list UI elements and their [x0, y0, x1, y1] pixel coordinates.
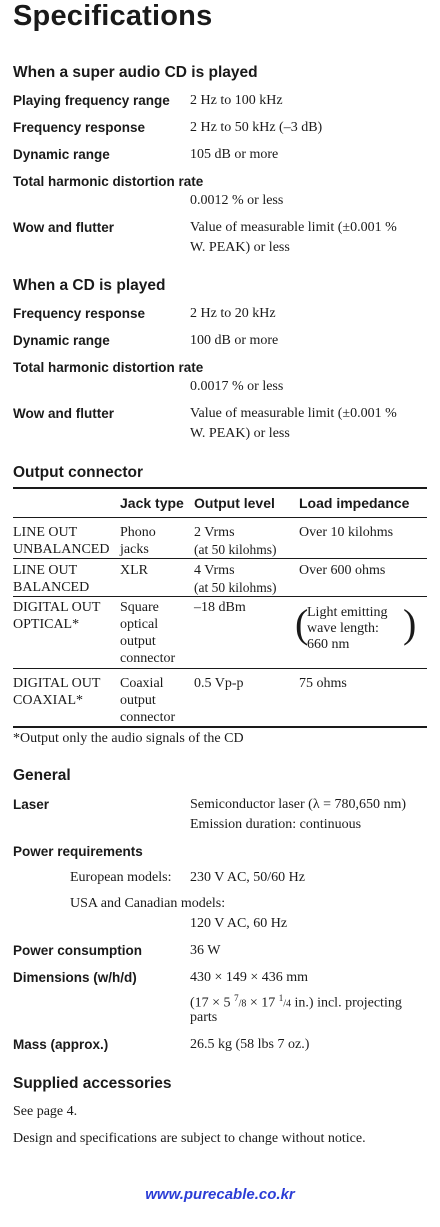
row-jack-line: Square — [120, 599, 159, 615]
page-title: Specifications — [13, 0, 213, 32]
cd-frequency-response-value: 2 Hz to 20 kHz — [190, 306, 276, 321]
cd-wow-flutter-value-line2: W. PEAK) or less — [190, 426, 290, 441]
dim-fraction-den: /8 — [238, 998, 247, 1010]
dimensions-label: Dimensions (w/h/d) — [13, 970, 137, 985]
power-requirements-label: Power requirements — [13, 844, 143, 859]
col-jack-type: Jack type — [120, 495, 184, 511]
row-load-line: wave length: — [307, 620, 379, 636]
row-jack-line: output — [120, 692, 156, 708]
sacd-heading: When a super audio CD is played — [13, 64, 258, 81]
dim-part: in.) incl. projecting — [294, 995, 402, 1011]
table-row — [13, 596, 427, 668]
row-level-line: (at 50 kilohms) — [194, 541, 277, 557]
row-jack-line: connector — [120, 650, 176, 666]
accessories-disclaimer: Design and specifications are subject to change without notice. — [13, 1131, 366, 1146]
cd-dynamic-range-value: 100 dB or more — [190, 333, 279, 348]
row-jack-line: output — [120, 633, 156, 649]
table-row — [13, 558, 427, 596]
row-load-line: Light emitting — [307, 604, 388, 620]
cd-wow-flutter-value-line1: Value of measurable limit (±0.001 % — [190, 406, 397, 421]
row-jack-line: connector — [120, 709, 176, 725]
cd-dynamic-range-label: Dynamic range — [13, 333, 110, 348]
website-footer: www.purecable.co.kr — [145, 1186, 295, 1203]
row-level-line: (at 50 kilohms) — [194, 579, 277, 595]
cd-wow-flutter-label: Wow and flutter — [13, 406, 114, 421]
output-heading: Output connector — [13, 464, 144, 481]
dim-part: × 17 — [246, 995, 276, 1011]
row-load-line: Over 10 kilohms — [299, 524, 394, 540]
row-name-line: UNBALANCED — [13, 541, 110, 557]
sacd-thd-value: 0.0012 % or less — [190, 193, 284, 208]
row-jack-line: Coaxial — [120, 675, 164, 691]
output-table-header-row — [13, 489, 427, 517]
row-jack-line: optical — [120, 616, 159, 632]
sacd-wow-flutter-value-line1: Value of measurable limit (±0.001 % — [190, 220, 397, 235]
output-connector-table — [13, 489, 427, 728]
laser-value-line2: Emission duration: continuous — [190, 817, 362, 832]
row-load-line: 660 nm — [307, 636, 350, 652]
row-name-line: LINE OUT — [13, 562, 78, 578]
row-level-line: 4 Vrms — [194, 562, 235, 578]
sacd-frequency-response-value: 2 Hz to 50 kHz (–3 dB) — [190, 120, 323, 135]
row-name-line: DIGITAL OUT — [13, 675, 101, 691]
row-level-line: –18 dBm — [194, 599, 246, 615]
col-load-impedance: Load impedance — [299, 495, 410, 511]
dim-part: (17 × 5 — [190, 995, 231, 1011]
dim-fraction-num: 7 — [234, 993, 239, 1003]
cd-frequency-response-label: Frequency response — [13, 306, 146, 321]
row-jack-line: XLR — [120, 562, 148, 578]
mass-label: Mass (approx.) — [13, 1037, 109, 1052]
general-heading: General — [13, 767, 71, 784]
accessories-heading: Supplied accessories — [13, 1075, 172, 1092]
sacd-playing-range-value: 2 Hz to 100 kHz — [190, 93, 283, 108]
output-note: *Output only the audio signals of the CD — [13, 731, 244, 746]
accessories-see-page: See page 4. — [13, 1104, 78, 1119]
row-name-line: LINE OUT — [13, 524, 78, 540]
sacd-dynamic-range-value: 105 dB or more — [190, 147, 279, 162]
row-name-line: OPTICAL* — [13, 616, 80, 632]
dimensions-value-line3: parts — [190, 1010, 218, 1025]
sacd-thd-label: Total harmonic distortion rate — [13, 174, 204, 189]
cd-thd-label: Total harmonic distortion rate — [13, 360, 204, 375]
load-bracketed-cell — [295, 599, 427, 655]
usa-canadian-models-label: USA and Canadian models: — [70, 896, 226, 911]
table-row — [13, 517, 427, 558]
col-output-level: Output level — [194, 495, 275, 511]
laser-value-line1: Semiconductor laser (λ = 780,650 nm) — [190, 797, 407, 812]
right-bracket: ) — [403, 600, 417, 646]
dim-fraction-den: /4 — [283, 998, 292, 1010]
dimensions-value-line2 — [190, 988, 402, 1015]
sacd-wow-flutter-value-line2: W. PEAK) or less — [190, 240, 290, 255]
row-level-line: 0.5 Vp-p — [194, 675, 244, 691]
usa-canadian-models-value: 120 V AC, 60 Hz — [190, 916, 288, 931]
european-models-value: 230 V AC, 50/60 Hz — [190, 870, 305, 885]
row-jack-line: jacks — [120, 541, 149, 557]
row-load-line: Over 600 ohms — [299, 562, 386, 578]
left-bracket: ( — [295, 600, 309, 646]
power-consumption-label: Power consumption — [13, 943, 143, 958]
row-level-line: 2 Vrms — [194, 524, 235, 540]
laser-label: Laser — [13, 797, 50, 812]
european-models-label: European models: — [70, 870, 172, 885]
row-name-line: COAXIAL* — [13, 692, 83, 708]
dimensions-value-line1: 430 × 149 × 436 mm — [190, 970, 309, 985]
cd-thd-value: 0.0017 % or less — [190, 379, 284, 394]
dim-fraction-num: 1 — [278, 993, 284, 1003]
row-load-line: 75 ohms — [299, 675, 347, 691]
row-jack-line: Phono — [120, 524, 156, 540]
mass-value: 26.5 kg (58 lbs 7 oz.) — [190, 1037, 310, 1052]
sacd-frequency-response-label: Frequency response — [13, 120, 146, 135]
sacd-playing-range-label: Playing frequency range — [13, 93, 170, 108]
sacd-dynamic-range-label: Dynamic range — [13, 147, 110, 162]
power-consumption-value: 36 W — [190, 943, 221, 958]
sacd-wow-flutter-label: Wow and flutter — [13, 220, 114, 235]
table-row — [13, 668, 427, 727]
row-name-line: BALANCED — [13, 579, 90, 595]
row-name-line: DIGITAL OUT — [13, 599, 101, 615]
cd-heading: When a CD is played — [13, 277, 166, 294]
